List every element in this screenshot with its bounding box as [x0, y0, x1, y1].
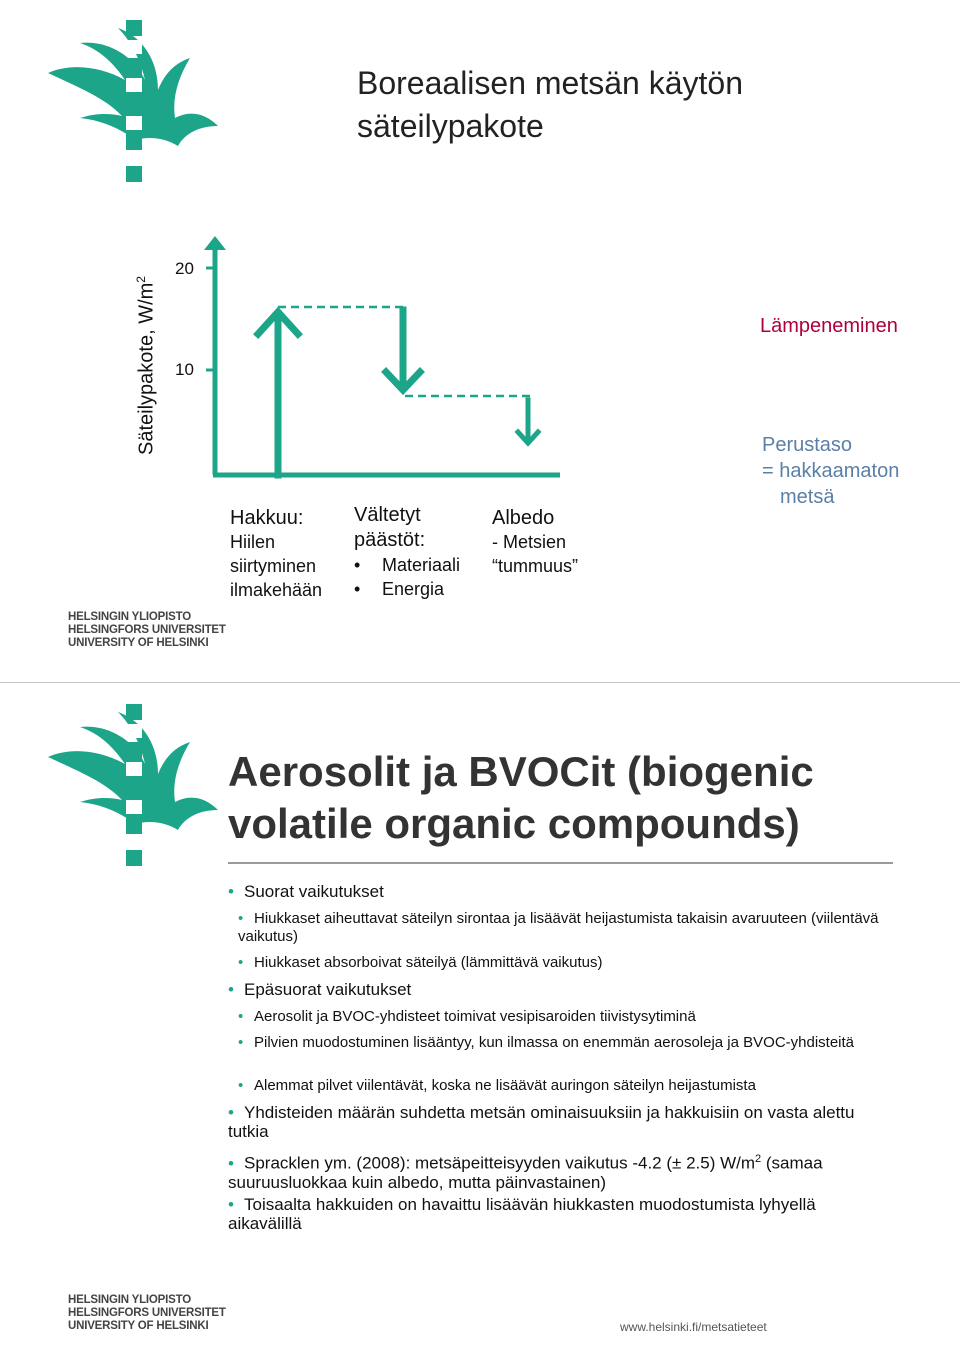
- bullet-icon: •: [238, 1034, 244, 1051]
- avoided-emissions-down-arrow: [386, 310, 420, 390]
- slide-2-title: [228, 746, 814, 850]
- albedo-down-arrow: [518, 400, 538, 443]
- category-item-label: Materiaali: [382, 555, 461, 575]
- forcing-waterfall-chart: [200, 230, 560, 490]
- category-avoided-emissions: [354, 503, 460, 601]
- slide-1-title: [357, 62, 743, 148]
- baseline-line: Perustaso: [762, 434, 853, 456]
- bullet-text: Aerosolit ja BVOC-yhdisteet toimivat vesipisaroiden tiivistysytiminä: [254, 1008, 696, 1025]
- bullet-icon: •: [238, 1077, 244, 1094]
- bullet-level-1: [228, 882, 908, 901]
- title-rule: [228, 862, 893, 864]
- bullet-level-0: [228, 1195, 888, 1233]
- university-name-line: HELSINGIN YLIOPISTO: [68, 611, 191, 623]
- bullet-level-2: [228, 1077, 918, 1095]
- bullet-level-2: [228, 954, 918, 972]
- category-line: - Metsien: [492, 532, 567, 552]
- slide-1: [0, 0, 960, 683]
- y-axis-label: Säteilypakote, $W/m^2$: [134, 276, 158, 455]
- baseline-line: metsä: [780, 486, 835, 508]
- bullet-icon: •: [354, 579, 361, 599]
- university-name-line: UNIVERSITY OF HELSINKI: [68, 1320, 209, 1332]
- baseline-line: = hakkaamaton: [762, 460, 900, 482]
- category-title: Albedo: [492, 507, 555, 529]
- bullet-text: Alemmat pilvet viilentävät, koska ne lisäävät auringon säteilyn heijastumista: [254, 1077, 756, 1094]
- bullet-level-2: [228, 1034, 878, 1052]
- bullet-icon: •: [354, 555, 361, 575]
- slide-2: [0, 684, 960, 1367]
- bullet-icon: •: [238, 954, 244, 971]
- title-line: Aerosolit ja BVOCit (biogenic: [228, 748, 814, 795]
- university-name: [68, 1294, 226, 1333]
- category-title: Vältetyt: [354, 504, 421, 526]
- bullet-level-0: [228, 1150, 898, 1192]
- category-item: [354, 577, 460, 601]
- category-albedo: [492, 506, 578, 578]
- title-line: Boreaalisen metsän käytön: [357, 65, 743, 101]
- category-item: [354, 553, 460, 577]
- bullet-icon: •: [228, 1195, 234, 1214]
- bullet-level-1: [228, 980, 908, 999]
- category-title: Hakkuu:: [230, 507, 304, 529]
- axis-arrow-head: [204, 236, 226, 250]
- university-name-line: HELSINGFORS UNIVERSITET: [68, 624, 226, 636]
- footer-url[interactable]: www.helsinki.fi/metsatieteet: [620, 1320, 767, 1334]
- bullet-text: Epäsuorat vaikutukset: [244, 980, 412, 999]
- bullet-icon: •: [228, 882, 234, 901]
- category-item-label: Energia: [382, 579, 445, 599]
- bullet-icon: •: [238, 910, 244, 927]
- university-flame-logo: [40, 702, 230, 872]
- university-flame-logo: [40, 18, 230, 188]
- bullet-text: Suorat vaikutukset: [244, 882, 384, 901]
- university-name-line: HELSINGFORS UNIVERSITET: [68, 1307, 226, 1319]
- bullet-level-0: [228, 1103, 878, 1141]
- harvest-up-arrow: [258, 312, 298, 475]
- bullet-text: Yhdisteiden määrän suhdetta metsän ominaisuuksiin ja hakkuisiin on vasta alettu tutkia: [228, 1103, 855, 1141]
- category-title: päästöt:: [354, 529, 426, 551]
- bullet-text: Pilvien muodostuminen lisääntyy, kun ilmassa on enemmän aerosoleja ja BVOC-yhdisteitä: [254, 1034, 855, 1051]
- bullet-level-2: [228, 910, 908, 946]
- bullet-text: (samaa suuruusluokkaa kuin albedo, mutta päinvastainen): [228, 1153, 823, 1192]
- category-line: siirtyminen: [230, 556, 317, 576]
- axis-lines: [213, 248, 560, 475]
- title-line: volatile organic compounds): [228, 800, 800, 847]
- university-name-line: HELSINGIN YLIOPISTO: [68, 1294, 191, 1306]
- title-line: säteilypakote: [357, 108, 544, 144]
- bullet-icon: •: [228, 1103, 234, 1122]
- bullet-icon: •: [238, 1008, 244, 1025]
- slide-divider: [0, 682, 960, 683]
- label-warming: Lämpeneminen: [760, 315, 898, 337]
- category-line: Hiilen: [230, 532, 276, 552]
- bullet-level-2: [228, 1008, 918, 1026]
- bullet-text: Toisaalta hakkuiden on havaittu lisäävän hiukkasten muodostumista lyhyellä aikavälillä: [228, 1195, 816, 1233]
- university-name-line: UNIVERSITY OF HELSINKI: [68, 637, 209, 649]
- category-line: “tummuus”: [492, 556, 579, 576]
- bullet-icon: •: [228, 1153, 234, 1173]
- bullet-text: Spracklen ym. (2008): metsäpeitteisyyden vaikutus -4.2 (± 2.5) W/m: [244, 1153, 756, 1173]
- superscript: 2: [755, 1153, 762, 1165]
- category-line: ilmakehään: [230, 580, 323, 600]
- category-harvest: [230, 506, 322, 602]
- bullet-text: Hiukkaset absorboivat säteilyä (lämmittävä vaikutus): [254, 954, 603, 971]
- bullet-icon: •: [228, 980, 234, 999]
- tick-20: 20: [175, 259, 194, 278]
- bullet-text: Hiukkaset aiheuttavat säteilyn sirontaa ja lisäävät heijastumista takaisin avaruuteen (viilentävä vaikutus): [238, 910, 879, 945]
- tick-10: 10: [175, 360, 194, 379]
- label-baseline: [762, 432, 899, 510]
- university-name: [68, 611, 226, 650]
